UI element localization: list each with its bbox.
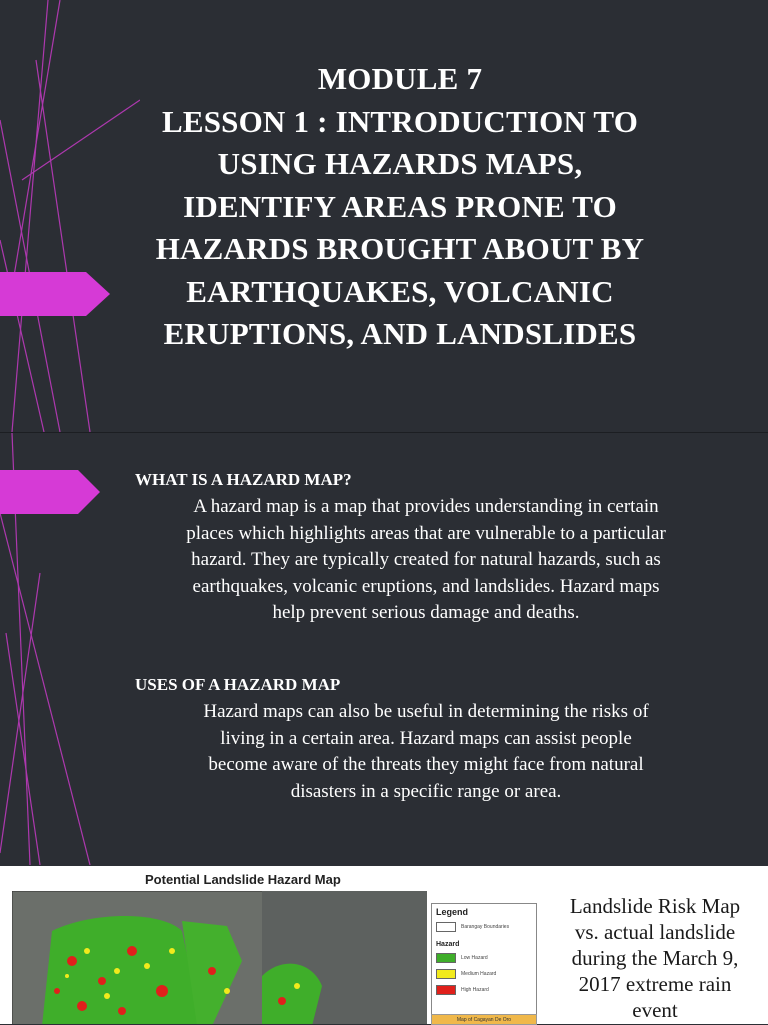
title-line: USING HAZARDS MAPS, xyxy=(217,146,583,181)
paragraph-line: disasters in a specific range or area. xyxy=(290,780,562,802)
hazard-map-image xyxy=(12,891,427,1024)
legend-swatch xyxy=(436,922,456,932)
legend-title: Legend xyxy=(436,907,469,917)
risk-caption xyxy=(546,893,764,1023)
legend-swatch xyxy=(436,969,456,979)
risk-line: event xyxy=(632,998,678,1022)
legend-row-boundary xyxy=(436,921,509,933)
paragraph-line: earthquakes, volcanic eruptions, and landslides. Hazard maps xyxy=(192,575,660,597)
risk-line: 2017 extreme rain xyxy=(578,972,732,996)
legend-swatch xyxy=(436,985,456,995)
paragraph-line: Hazard maps can also be useful in determining the risks of xyxy=(203,701,649,722)
section-paragraph-uses xyxy=(120,699,732,805)
legend-label: Low Hazard xyxy=(461,955,488,961)
risk-line: during the March 9, xyxy=(571,946,739,970)
section-heading-what: WHAT IS A HAZARD MAP? xyxy=(135,470,352,489)
legend-label: High Hazard xyxy=(461,987,489,993)
risk-line: Landslide Risk Map xyxy=(569,894,741,918)
map-footer: Map of Cagayan De Oro xyxy=(431,1014,537,1025)
slide-title xyxy=(0,0,768,432)
title-line: IDENTIFY AREAS PRONE TO xyxy=(183,188,617,224)
pink-arrow-tab xyxy=(0,272,110,316)
legend-label: Barangay Boundaries xyxy=(461,924,510,930)
paragraph-line: living in a certain area. Hazard maps can assist people xyxy=(220,727,632,749)
paragraph-line: hazard. They are typically created for natural hazards, such as xyxy=(191,549,661,570)
section-paragraph-what xyxy=(120,494,732,627)
legend-swatch xyxy=(436,953,456,963)
paragraph-line: places which highlights areas that are vulnerable to a particular xyxy=(186,522,666,544)
title-line: MODULE 7 xyxy=(317,61,483,96)
legend-label: Medium Hazard xyxy=(461,971,497,977)
decorative-lines xyxy=(0,433,140,865)
title-line: EARTHQUAKES, VOLCANIC xyxy=(186,273,614,309)
map-legend xyxy=(431,903,537,1017)
slide-content xyxy=(0,433,768,865)
pink-arrow-tab xyxy=(0,470,100,514)
title-line: HAZARDS BROUGHT ABOUT BY xyxy=(155,231,645,266)
map-title: Potential Landslide Hazard Map xyxy=(145,872,341,887)
paragraph-line: become aware of the threats they might face from natural xyxy=(208,754,644,775)
risk-line: vs. actual landslide xyxy=(574,920,736,944)
paragraph-line: help prevent serious damage and deaths. xyxy=(272,602,580,623)
title-line: ERUPTIONS, AND LANDSLIDES xyxy=(163,316,637,351)
legend-row-low xyxy=(436,952,488,964)
legend-row-high xyxy=(436,984,489,996)
section-heading-uses: USES OF A HAZARD MAP xyxy=(135,675,341,694)
paragraph-line: A hazard map is a map that provides understanding in certain xyxy=(193,496,659,517)
legend-row-medium xyxy=(436,968,496,980)
title-line: LESSON 1 : INTRODUCTION TO xyxy=(161,103,639,139)
legend-hazard-heading: Hazard xyxy=(436,941,460,948)
slide-title-text xyxy=(118,58,682,356)
